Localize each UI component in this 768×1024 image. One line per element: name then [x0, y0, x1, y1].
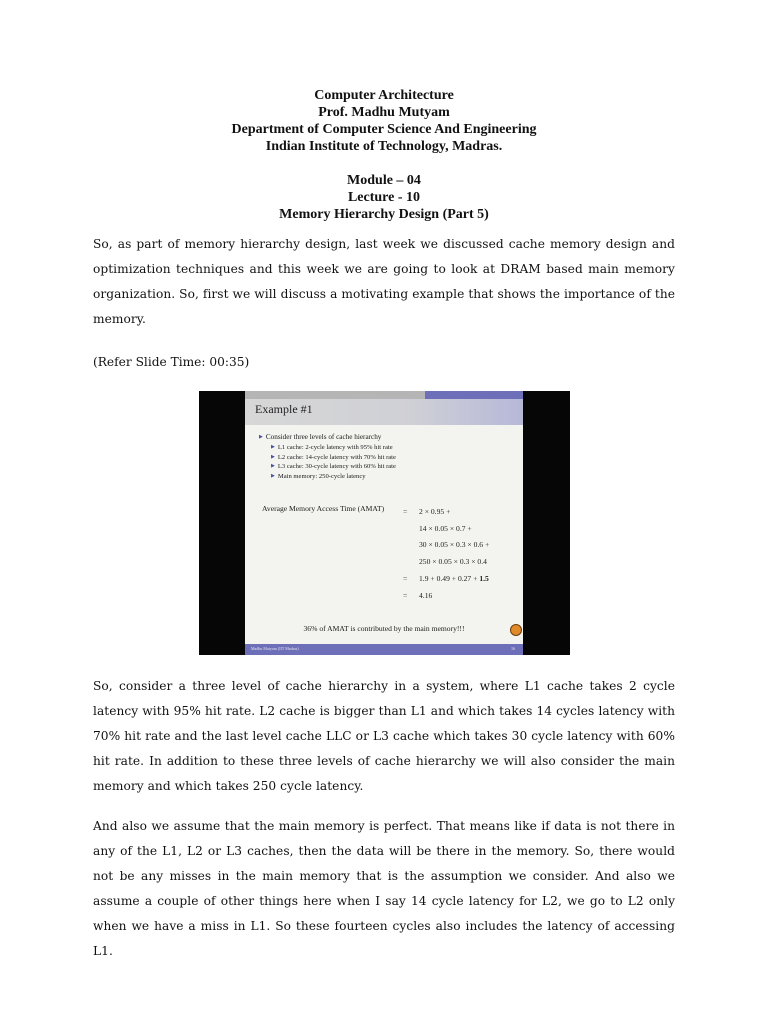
module-number: Module – 04: [347, 173, 421, 188]
equation-row: 30 × 0.05 × 0.3 × 0.6 +: [419, 540, 490, 550]
equation-row: 250 × 0.05 × 0.3 × 0.4: [419, 557, 487, 567]
triangle-bullet-icon: ▶: [271, 473, 275, 479]
triangle-bullet-icon: ▶: [271, 454, 275, 460]
equation-row: = 4.16: [403, 590, 433, 600]
institute-name: Indian Institute of Technology, Madras.: [265, 139, 503, 154]
department-name: Department of Computer Science And Engineering: [231, 122, 537, 137]
slide-sub-bullet: ▶ Main memory: 250-cycle latency: [271, 472, 366, 480]
lecture-slide-frame: [199, 391, 570, 655]
slide-note: 36% of AMAT is contributed by the main memory!!!: [303, 624, 465, 633]
slide-sub-bullet: ▶ L3 cache: 30-cycle latency with 60% hit rate: [271, 463, 396, 470]
lecture-slide: [245, 391, 523, 655]
refer-slide-time: (Refer Slide Time: 00:35): [93, 355, 250, 369]
slide-title: Example #1: [255, 402, 313, 416]
professor-name: Prof. Madhu Mutyam: [318, 105, 450, 120]
slide-top-bar: [245, 391, 523, 399]
lecture-number: Lecture - 10: [347, 190, 421, 205]
intro-paragraph: So, as part of memory hierarchy design, last week we discussed cache memory design and optimization techniques and this week we are going to look at DRAM based main memory organization. So, first we will discuss a motivating example that shows the importance of the memory.: [93, 237, 675, 326]
document-header: [0, 87, 768, 223]
slide-page-number: 16: [511, 646, 515, 651]
equation-row: 14 × 0.05 × 0.7 +: [419, 523, 472, 533]
amat-label: Average Memory Access Time (AMAT): [262, 504, 385, 513]
slide-bullet-list: [259, 432, 396, 481]
lecture-topic: Memory Hierarchy Design (Part 5): [279, 207, 489, 222]
triangle-bullet-icon: ▶: [259, 435, 263, 440]
equation-row: = 1.9 + 0.49 + 0.27 + 1.5: [403, 573, 489, 583]
slide-sub-bullet: ▶ L1 cache: 2-cycle latency with 95% hit rate: [271, 444, 393, 451]
equation-row: = 2 × 0.95 +: [403, 507, 451, 516]
cache-hierarchy-paragraph: So, consider a three level of cache hierarchy in a system, where L1 cache takes 2 cycle latency with 95% hit rate. L2 cache is bigger than L1 and which takes 14 cycles latency with 70% hit rate and the last level cache LLC or L3 cache which takes 30 cycle latency with 60% hit rate. In addition to these three levels of cache hierarchy we will also consider the main memory and which takes 250 cycle latency.: [93, 679, 675, 793]
assumption-paragraph: And also we assume that the main memory is perfect. That means like if data is not there in any of the L1, L2 or L3 caches, then the data will be there in the memory. So, there would not be any misses in the main memory that is the assumption we consider. And also we assume a couple of other things here when I say 14 cycle latency for L2, we go to L2 only when we have a miss in L1. So these fourteen cycles also includes the latency of accessing L1.: [93, 819, 675, 958]
amat-equations: [403, 504, 489, 604]
slide-footer-author: Madhu Mutyam (IIT Madras): [251, 646, 299, 651]
slide-bullet: ▶ Consider three levels of cache hierarchy: [259, 433, 382, 441]
slide-sub-bullet: ▶ L2 cache: 14-cycle latency with 70% hit rate: [271, 453, 396, 461]
triangle-bullet-icon: ▶: [271, 445, 275, 450]
smiley-icon: [510, 624, 522, 636]
triangle-bullet-icon: ▶: [271, 464, 275, 469]
course-title: Computer Architecture: [314, 88, 454, 103]
slide-footer: [245, 644, 523, 655]
